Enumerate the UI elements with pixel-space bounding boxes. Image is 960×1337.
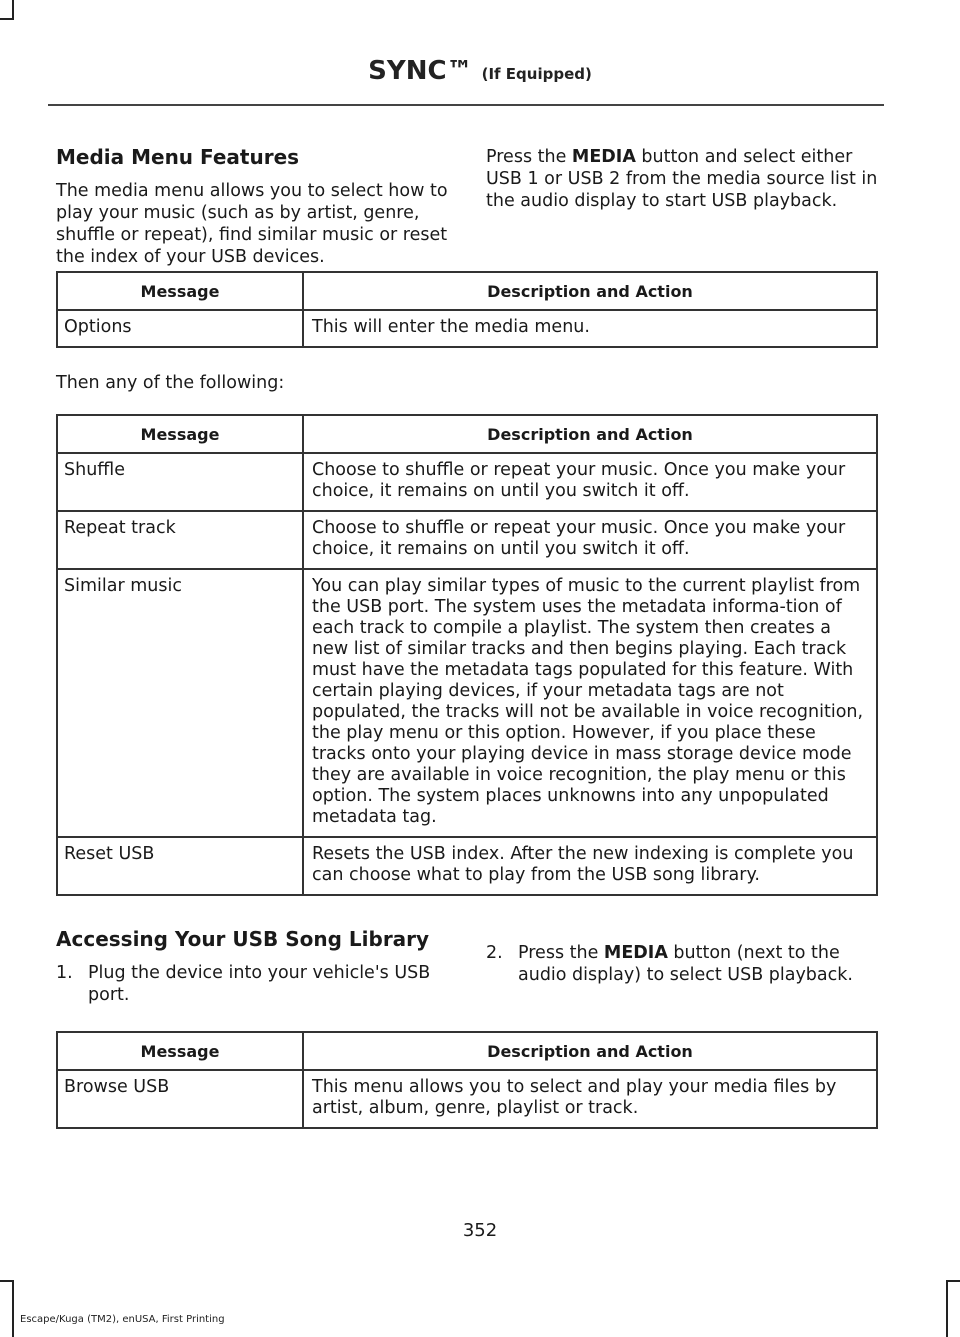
list-item [56,962,448,1006]
section1-para1: The media menu allows you to select how to play your music (such as by artist, genre, shuffle or repeat), find similar music or reset the index of your USB devices. [56,181,448,267]
steps-list [486,942,882,986]
table-row [57,453,877,511]
step-text: Plug the device into your vehicle's USB port. [88,963,431,1005]
media-options-table [56,414,878,896]
message-cell: Shuffle [57,453,303,511]
crop-mark [0,1280,14,1282]
table-row [57,569,877,837]
crop-mark [946,1280,960,1282]
page-number: 352 [462,1220,498,1241]
description-cell: This will enter the media menu. [303,310,877,347]
description-cell: This menu allows you to select and play your media files by artist, album, genre, playlist or track. [303,1070,877,1128]
header-title: SYNC™ [368,56,473,86]
crop-mark [12,0,14,20]
section2-left-column [56,928,448,1006]
description-cell: Choose to shuffle or repeat your music. Once you make your choice, it remains on until you switch it off. [303,511,877,569]
message-cell: Reset USB [57,837,303,895]
browse-table [56,1031,878,1129]
section2-heading: Accessing Your USB Song Library [56,927,430,951]
col-header-description: Description and Action [303,272,877,310]
crop-mark [946,1280,948,1337]
list-item [486,942,882,986]
section1-para2 [486,146,882,212]
table-header-row [57,415,877,453]
header-rule [48,104,884,106]
steps-list [56,962,448,1006]
media-button-ref: MEDIA [571,147,636,167]
col-header-message: Message [57,272,303,310]
table-row [57,511,877,569]
para2-suffix: button and select either USB 1 or USB 2 from the media source list in the audio display to start USB playback. [486,147,878,211]
section1-left-column [56,146,448,276]
col-header-description: Description and Action [303,415,877,453]
col-header-description: Description and Action [303,1032,877,1070]
media-button-ref: MEDIA [603,943,668,963]
step2-prefix: Press the [518,943,604,963]
para2-prefix: Press the [486,147,572,167]
description-cell: Choose to shuffle or repeat your music. Once you make your choice, it remains on until you switch it off. [303,453,877,511]
description-cell: You can play similar types of music to the current playlist from the USB port. The system uses the metadata informa-tion of each track to compile a playlist. The system then creates a new list of similar tracks and then begins playing. Each track must have the metadata tags populated for this feature. With certain playing devices, if your metadata tags are not populated, the tracks will not be available in voice recognition, the play menu or this option. However, if you place these tracks onto your playing device in mass storage device mode they are available in voice recognition, the play menu or this option. The system places unknowns into any unpopulated metadata tag. [303,569,877,837]
message-cell: Similar music [57,569,303,837]
then-text: Then any of the following: [56,373,285,393]
step-number: 2. [486,943,503,963]
section2-right-column [486,942,882,986]
message-cell: Options [57,310,303,347]
section1-heading: Media Menu Features [56,145,300,169]
section1-right-column [486,146,882,220]
col-header-message: Message [57,1032,303,1070]
table-row [57,1070,877,1128]
footer-note: Escape/Kuga (TM2), enUSA, First Printing [20,1314,225,1325]
page-header [0,56,960,86]
table-header-row [57,1032,877,1070]
table-row [57,310,877,347]
col-header-message: Message [57,415,303,453]
table-row [57,837,877,895]
step2-suffix: button (next to the audio display) to select USB playback. [518,943,853,985]
crop-mark [0,18,14,20]
header-subtitle: (If Equipped) [481,65,592,83]
step-number: 1. [56,963,73,983]
message-cell: Repeat track [57,511,303,569]
description-cell: Resets the USB index. After the new indexing is complete you can choose what to play from the USB song library. [303,837,877,895]
crop-mark [12,1280,14,1337]
message-cell: Browse USB [57,1070,303,1128]
options-table [56,271,878,348]
table-header-row [57,272,877,310]
